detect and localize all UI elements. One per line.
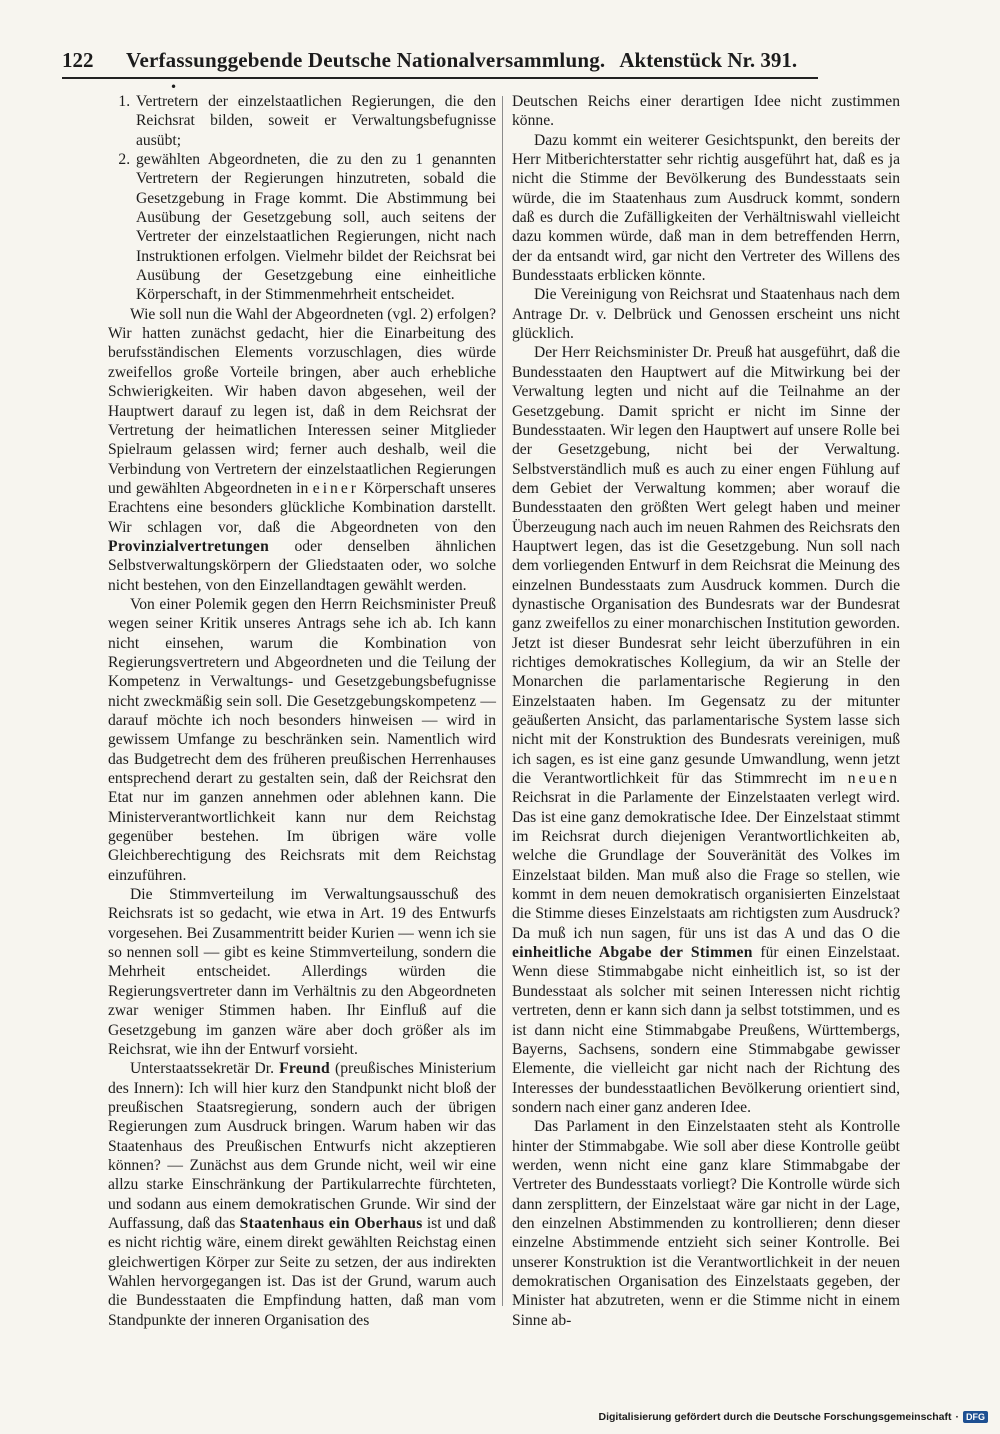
text-run: ist und daß es nicht richtig wäre, einem direkt gewählten Reichstag einen gleichwertigen Körper zur Seite zu setzen, der aus indirekten Wahlen hervorgegangen ist. Das ist der Grund, warum auch die Bundesstaaten die Empfindung hatten, daß man vom Standpunkte der inneren Organisation des [108,1214,497,1329]
paragraph [512,343,900,1117]
running-title: Verfassunggebende Deutsche Nationalversammlung. [126,48,606,72]
text-run: Unterstaatssekretär Dr. [130,1060,275,1078]
speaker-name: Freund [279,1060,330,1078]
paragraph: Die Stimmverteilung im Verwaltungsausschuß des Reichsrats ist so gedacht, wie etwa in Art. 19 des Entwurfs vorgesehen. Bei Zusammentritt beider Kurien — wenn ich sie so nennen soll — gibt es keine Stimmverteilung, sondern die Mehrheit entscheidet. Allerdings würden die Regierungsvertreter dann im Verhältnis zu den Abgeordneten zwar weniger Stimmen haben. Ihr Einfluß auf die Gesetzgebung im ganzen wäre aber doch größer als im Reichsrat, wie ihn der Entwurf vorsieht. [108,886,496,1058]
numbered-list [108,92,496,305]
separator-dot: · [955,1411,959,1423]
text-run: für einen Einzelstaat. Wenn diese Stimmabgabe nicht einheitlich ist, so ist der Bundesstaat als solcher mit seinen Interessen nicht richtig vertreten, denn er kann sich dann ja selbst totstimmen, und es ist dann nicht eine Stimmabgabe Preußens, Württembergs, Bayerns, Sachsens, sondern eine Stimmabgabe gewisser Elemente, die vielleicht gar nicht nach der Richtung des Interesses der bundesstaatlichen Bevölkerung orientiert sind, sondern nach einer ganz anderen Idee. [512,944,900,1116]
document-reference: Aktenstück Nr. 391. [619,48,798,72]
dfg-logo: DFG [963,1411,988,1423]
spaced-word: neuen [847,770,900,788]
list-item: 1. Vertretern der einzelstaatlichen Regierungen, die den Reichsrat bilden, soweit er Verwaltungsbefugnisse ausübt; [134,92,496,150]
footer [598,1408,988,1426]
footer-text: Digitalisierung gefördert durch die Deutsche Forschungsgemeinschaft [598,1411,952,1423]
paragraph: Die Vereinigung von Reichsrat und Staatenhaus nach dem Antrage Dr. v. Delbrück und Genossen erscheint uns nicht glücklich. [512,286,900,343]
paragraph: Von einer Polemik gegen den Herrn Reichsminister Preuß wegen seiner Kritik unseres Antrags sehe ich ab. Ich kann nicht einsehen, warum die Kombination von Regierungsvertretern und Abgeordneten und die Teilung der Kompetenz in Verwaltungs- und Gesetzgebungsbefugnisse nicht zweckmäßig sein soll. Die Gesetzgebungskompetenz — darauf möchte ich noch besonders hinweisen — wird in gewissem Umfange zu beschränken sein. Namentlich wird das Budgetrecht dem des früheren preußischen Herrenhauses entsprechend derart zu gestalten sein, daß der Reichsrat den Etat nur im ganzen annehmen oder ablehnen kann. Die Ministerverantwortlichkeit kann nur dem Reichstag gegenüber bestehen. Im übrigen wäre volle Gleichberechtigung des Reichsrats mit dem Reichstag einzuführen. [108,595,496,884]
bold-term: Staatenhaus ein Oberhaus [239,1214,423,1232]
paragraph: Dazu kommt ein weiterer Gesichtspunkt, den bereits der Herr Mitberichterstatter sehr richtig ausgeführt hat, daß es ja nicht die Stimme der Bevölkerung des Bundesstaats sein würde, die im Staatenhaus zum Ausdruck kommt, sondern daß es durch die Zufälligkeiten der Verhältniswahl vielleicht dazu kommen würde, daß man in dem betreffenden Herrn, der da entsandt wird, gar nicht den Vertreter des Willens des Bundesstaats erblicken könnte. [512,131,900,285]
paragraph [108,305,496,595]
text-run: (preußisches Ministerium des Innern): Ich will hier kurz den Standpunkt nicht bloß der preußischen Staatsregierung, sondern auch der übrigen Regierungen zum Ausdruck bringen. Warum haben wir das Staatenhaus des Preußischen Entwurfs nicht akzeptieren können? — Zunächst aus dem Grunde nicht, weil wir eine allzu starke Einschränkung der Partikularrechte fürchteten, und sodann aus einem demokratischen Grunde. Wir sind der Auffassung, daß das [108,1060,496,1232]
text-run: oder denselben ähnlichen Selbstverwaltungskörpern der Gliedstaaten oder, wo solche nicht bestehen, von den Einzellandtagen gewählt werden. [108,537,496,594]
text-run: Reichsrat in die Parlamente der Einzelstaaten verlegt wird. Das ist eine ganz demokratische Idee. Der Einzelstaat stimmt im Reichsrat durch diejenigen Verantwortlichkeiten ab, welche die Grundlage der Souveränität des Volkes im Einzelstaat bilden. Man muß also die Frage so stellen, wie kommt in dem neuen demokratisch organisierten Einzelstaat die Stimme dieses Einzelstaats am richtigsten zum Ausdruck? Da muß ich nun sagen, für uns ist das A und das O die [512,789,900,942]
left-column [108,92,497,1329]
right-column [512,92,900,1329]
paragraph: Das Parlament in den Einzelstaaten steht als Kontrolle hinter der Stimmabgabe. Wie soll aber diese Kontrolle geübt werden, wenn nicht eine ganz klare Stimmabgabe der Vertreter des Bundesstaats vorliegt? Die Kontrolle würde sich dann zersplittern, der Einzelstaat wäre gar nicht in der Lage, den einzelnen Abstimmenden zu kontrollieren; denn dieser einzelne Abstimmende entzieht sich seiner Kontrolle. Bei unserer Konstruktion ist die Verantwortlichkeit in der neuen demokratischen Organisation des Einzelstaats gegeben, der Minister hat abzutreten, wenn er die Stimme nicht in einem Sinne ab- [512,1118,900,1329]
bold-term: einheitliche Abgabe der Stimmen [512,944,753,962]
header-rule [62,77,818,79]
decorative-dot: • [170,80,178,94]
page-header [62,48,822,76]
text-run: Wie soll nun die Wahl der Abgeordneten (vgl. 2) erfolgen? Wir hatten zunächst gedacht, hier die Einarbeitung des berufsständischen Elements vorzuschlagen, dies würde zweifellos große Vorteile bringen, aber auch erhebliche Schwierigkeiten. Wir haben davon abgesehen, weil der Hauptwert darauf zu legen ist, daß in dem Reichsrat der Vertretung der heimatlichen Interessen seiner Mitglieder Spielraum gelassen wird; ferner auch deshalb, weil die Verbindung von Vertretern der einzelstaatlichen Regierungen und gewählten Abgeordneten in [108,305,496,497]
spaced-word: einer [312,479,359,497]
list-item: 2. gewählten Abgeordneten, die zu den zu 1 genannten Vertretern der Regierungen hinzutreten, sobald die Gesetzgebung in Frage kommt. Die Abstimmung bei Ausübung der Gesetzgebung soll, auch seitens der Vertreter der einzelstaatlichen Regierungen, nicht nach Instruktionen erfolgen. Vielmehr bildet der Reichsrat bei Ausübung der Gesetzgebung eine einheitliche Körperschaft, in der Stimmenmehrheit entscheidet. [134,150,496,305]
paragraph [108,1059,496,1330]
paragraph: Deutschen Reichs einer derartigen Idee nicht zustimmen könne. [512,93,900,130]
bold-term: Provinzialvertretungen [108,537,270,555]
column-divider [502,96,503,1306]
text-run: Der Herr Reichsminister Dr. Preuß hat ausgeführt, daß die Bundesstaaten den Hauptwert auf die Mitwirkung bei der Verwaltung legten und nicht auf die Teilnahme an der Gesetzgebung. Damit spricht er nicht im Sinne der Bundesstaaten. Wir legen den Hauptwert auf unsere Rolle bei der Gesetzgebung, nicht bei der Verwaltung. Selbstverständlich muß es auch zu einer engen Fühlung auf dem Gebiet der Verwaltung kommen; aber worauf die Bundesstaaten den größten Wert gelegt haben und meiner Überzeugung nach auch im neuen Rahmen des Reichsrats den Hauptwert legen, das ist die Gesetzgebung. Nun soll nach dem vorliegenden Entwurf in dem Reichsrat die Meinung des einzelnen Bundesstaats zum Ausdruck kommen. Durch die dynastische Organisation des Bundesrats war der Bundesrat ganz zweifellos zu einer monarchischen Institution geworden. Jetzt ist dieser Bundesrat sehr leicht überzuführen in ein richtiges demokratisches Kollegium, da wir an Stelle der Monarchen die parlamentarische Regierung in den Einzelstaaten haben. Im Gegensatz zu der mitunter geäußerten Ansicht, das parlamentarische System lasse sich nicht mit der Konstruktion des Bundesrats vereinigen, muß ich sagen, es ist eine ganz gesunde Umwandlung, wenn jetzt die Verantwortlichkeit für das Stimmrecht im [512,344,900,788]
text-run: Körperschaft unseres Erachtens eine besonders glückliche Kombination darstellt. Wir schlagen vor, daß die Abgeordneten von den [108,479,496,536]
page-number: 122 [62,48,94,72]
